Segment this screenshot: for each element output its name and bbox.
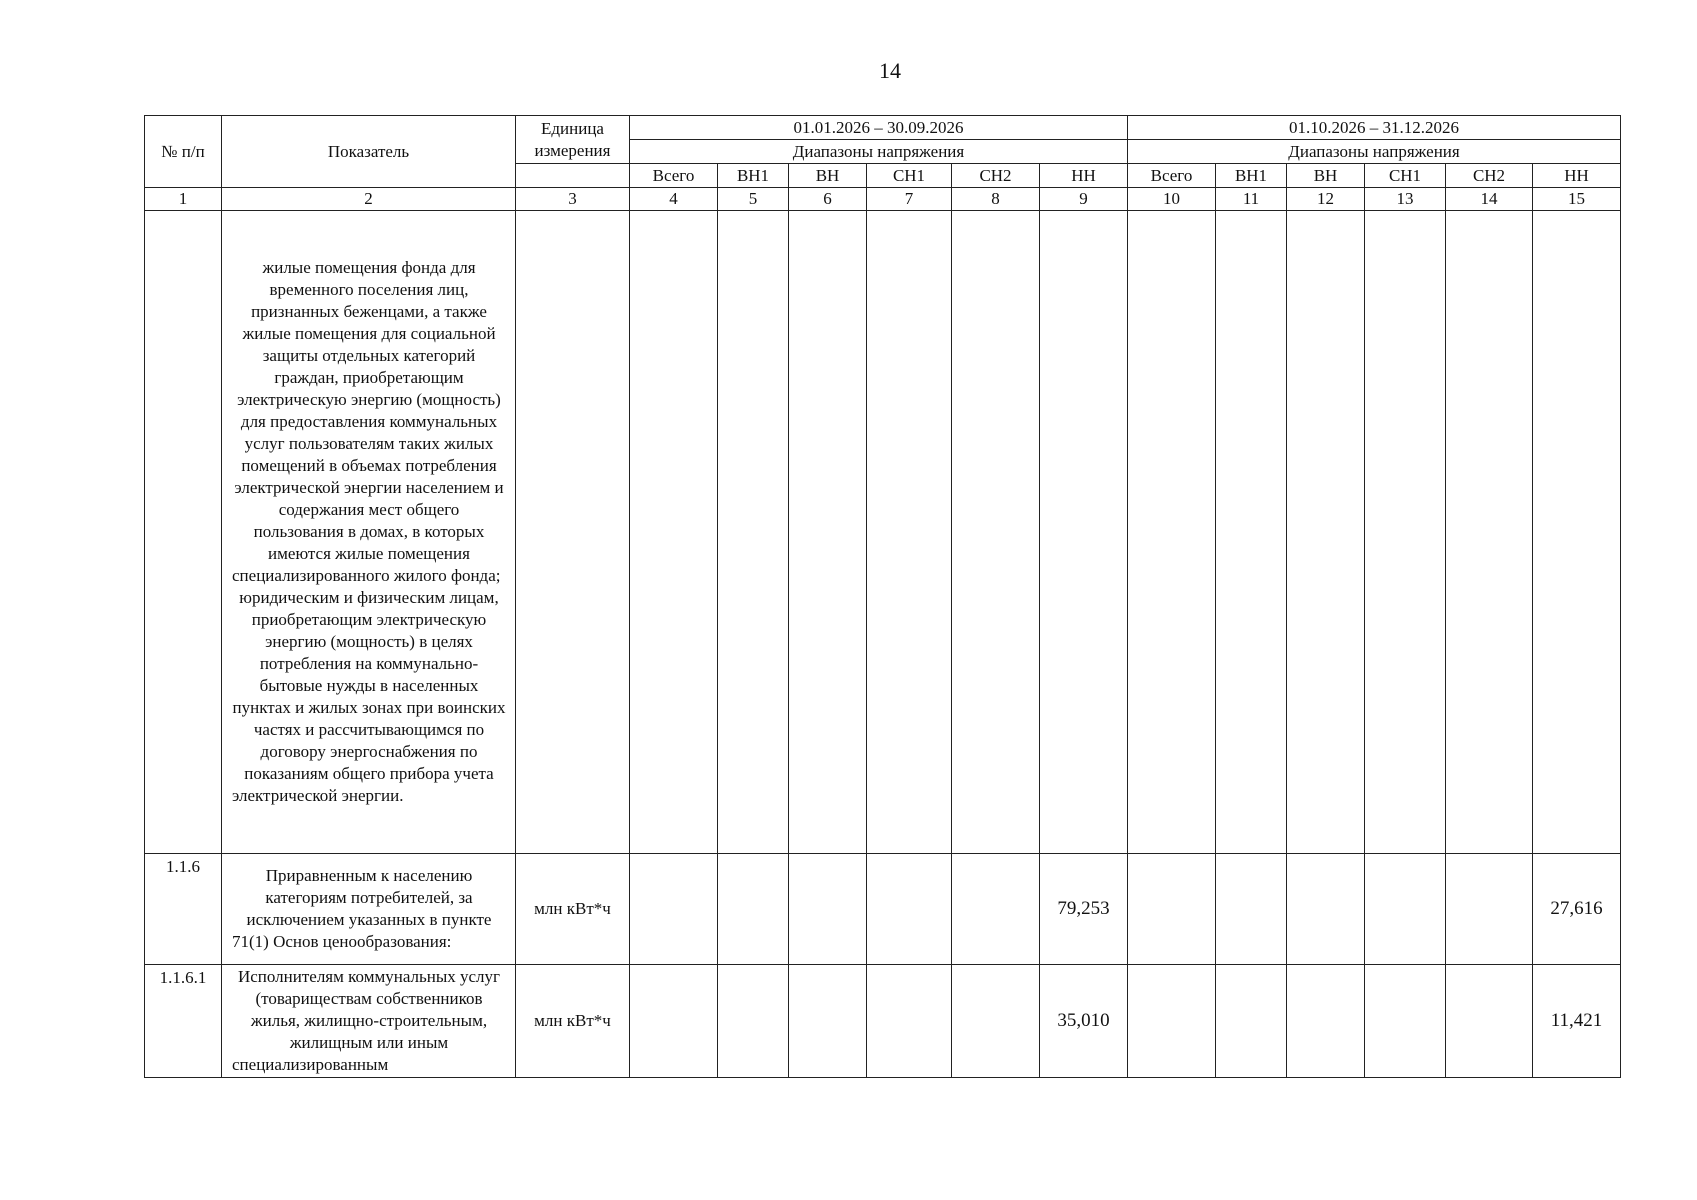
row-value	[1287, 854, 1365, 965]
row-value	[718, 211, 789, 854]
header-unit-cont	[516, 164, 630, 188]
row-indicator-paragraph: юридическим и физическим лицам, приобретающим электрическую энергию (мощность) в целях потребления на коммунально-бытовые нужды в населенных пунктах и жилых зонах при воинских частях и рассчитывающимся по договору энергоснабжения по показаниям общего прибора учета электрической энергии.	[232, 588, 506, 805]
table-row	[145, 965, 1621, 1078]
row-value	[952, 211, 1040, 854]
row-value-nn-period1: 35,010	[1040, 965, 1128, 1078]
row-value	[952, 965, 1040, 1078]
header-ranges-2: Диапазоны напряжения	[1128, 140, 1621, 164]
row-value	[718, 965, 789, 1078]
col-head-p2-total: Всего	[1128, 164, 1216, 188]
col-number: 12	[1287, 188, 1365, 211]
row-value	[630, 211, 718, 854]
column-number-row	[145, 188, 1621, 211]
row-number: 1.1.6	[145, 854, 222, 965]
col-number: 2	[222, 188, 516, 211]
row-value	[1040, 211, 1128, 854]
header-indicator: Показатель	[222, 116, 516, 188]
col-number: 3	[516, 188, 630, 211]
row-value	[1216, 854, 1287, 965]
row-indicator-text	[222, 211, 516, 854]
col-head-p1-sn1: СН1	[867, 164, 952, 188]
row-indicator-text: Приравненным к населению категориям потребителей, за исключением указанных в пункте 71(1) Основ ценообразования:	[222, 854, 516, 965]
row-number: 1.1.6.1	[145, 965, 222, 1078]
col-number: 4	[630, 188, 718, 211]
row-value	[1287, 965, 1365, 1078]
col-number: 6	[789, 188, 867, 211]
row-value	[1446, 854, 1533, 965]
row-value	[1216, 965, 1287, 1078]
row-value	[1287, 211, 1365, 854]
table-row	[145, 854, 1621, 965]
table-row	[145, 211, 1621, 854]
col-head-p1-vn1: ВН1	[718, 164, 789, 188]
header-num: № п/п	[145, 116, 222, 188]
col-number: 11	[1216, 188, 1287, 211]
col-number: 8	[952, 188, 1040, 211]
row-value	[1446, 211, 1533, 854]
col-number: 13	[1365, 188, 1446, 211]
col-number: 5	[718, 188, 789, 211]
row-value	[630, 854, 718, 965]
header-period-1: 01.01.2026 – 30.09.2026	[630, 116, 1128, 140]
row-value	[1446, 965, 1533, 1078]
row-value	[867, 854, 952, 965]
header-ranges-1: Диапазоны напряжения	[630, 140, 1128, 164]
col-head-p2-vn: ВН	[1287, 164, 1365, 188]
row-value	[789, 211, 867, 854]
header-period-2: 01.10.2026 – 31.12.2026	[1128, 116, 1621, 140]
col-head-p1-nn: НН	[1040, 164, 1128, 188]
tariff-volume-table	[144, 115, 1621, 1078]
row-value	[1128, 854, 1216, 965]
row-value	[630, 965, 718, 1078]
row-value	[1365, 965, 1446, 1078]
row-value	[1533, 211, 1621, 854]
col-head-p1-sn2: СН2	[952, 164, 1040, 188]
row-unit	[516, 211, 630, 854]
col-head-p2-sn2: СН2	[1446, 164, 1533, 188]
col-head-p1-vn: ВН	[789, 164, 867, 188]
row-value	[1128, 965, 1216, 1078]
row-indicator-paragraph: жилые помещения фонда для временного поселения лиц, признанных беженцами, а также жилые помещения для социальной защиты отдельных категорий граждан, приобретающим электрическую энергию (мощность) для предоставления коммунальных услуг пользователям таких жилых помещений в объемах потребления электрической энергии населением и содержания мест общего пользования в домах, в которых имеются жилые помещения специализированного жилого фонда;	[232, 258, 504, 585]
row-value	[789, 854, 867, 965]
col-number: 1	[145, 188, 222, 211]
row-value	[718, 854, 789, 965]
row-value	[867, 211, 952, 854]
col-number: 7	[867, 188, 952, 211]
row-value	[867, 965, 952, 1078]
page-number: 14	[879, 58, 901, 83]
col-head-p1-total: Всего	[630, 164, 718, 188]
row-unit: млн кВт*ч	[516, 854, 630, 965]
col-head-p2-nn: НН	[1533, 164, 1621, 188]
row-indicator-text: Исполнителям коммунальных услуг (товариществам собственников жилья, жилищно-строительным, жилищным или иным специализированным	[222, 965, 516, 1078]
row-value	[1365, 854, 1446, 965]
col-head-p2-vn1: ВН1	[1216, 164, 1287, 188]
row-value	[1216, 211, 1287, 854]
col-number: 14	[1446, 188, 1533, 211]
row-value	[1128, 211, 1216, 854]
row-value-nn-period1: 79,253	[1040, 854, 1128, 965]
col-number: 15	[1533, 188, 1621, 211]
col-head-p2-sn1: СН1	[1365, 164, 1446, 188]
col-number: 9	[1040, 188, 1128, 211]
row-unit: млн кВт*ч	[516, 965, 630, 1078]
row-number	[145, 211, 222, 854]
row-value-nn-period2: 11,421	[1533, 965, 1621, 1078]
row-value	[952, 854, 1040, 965]
row-value-nn-period2: 27,616	[1533, 854, 1621, 965]
row-value	[1365, 211, 1446, 854]
header-unit: Единица измерения	[516, 116, 630, 164]
row-value	[789, 965, 867, 1078]
col-number: 10	[1128, 188, 1216, 211]
